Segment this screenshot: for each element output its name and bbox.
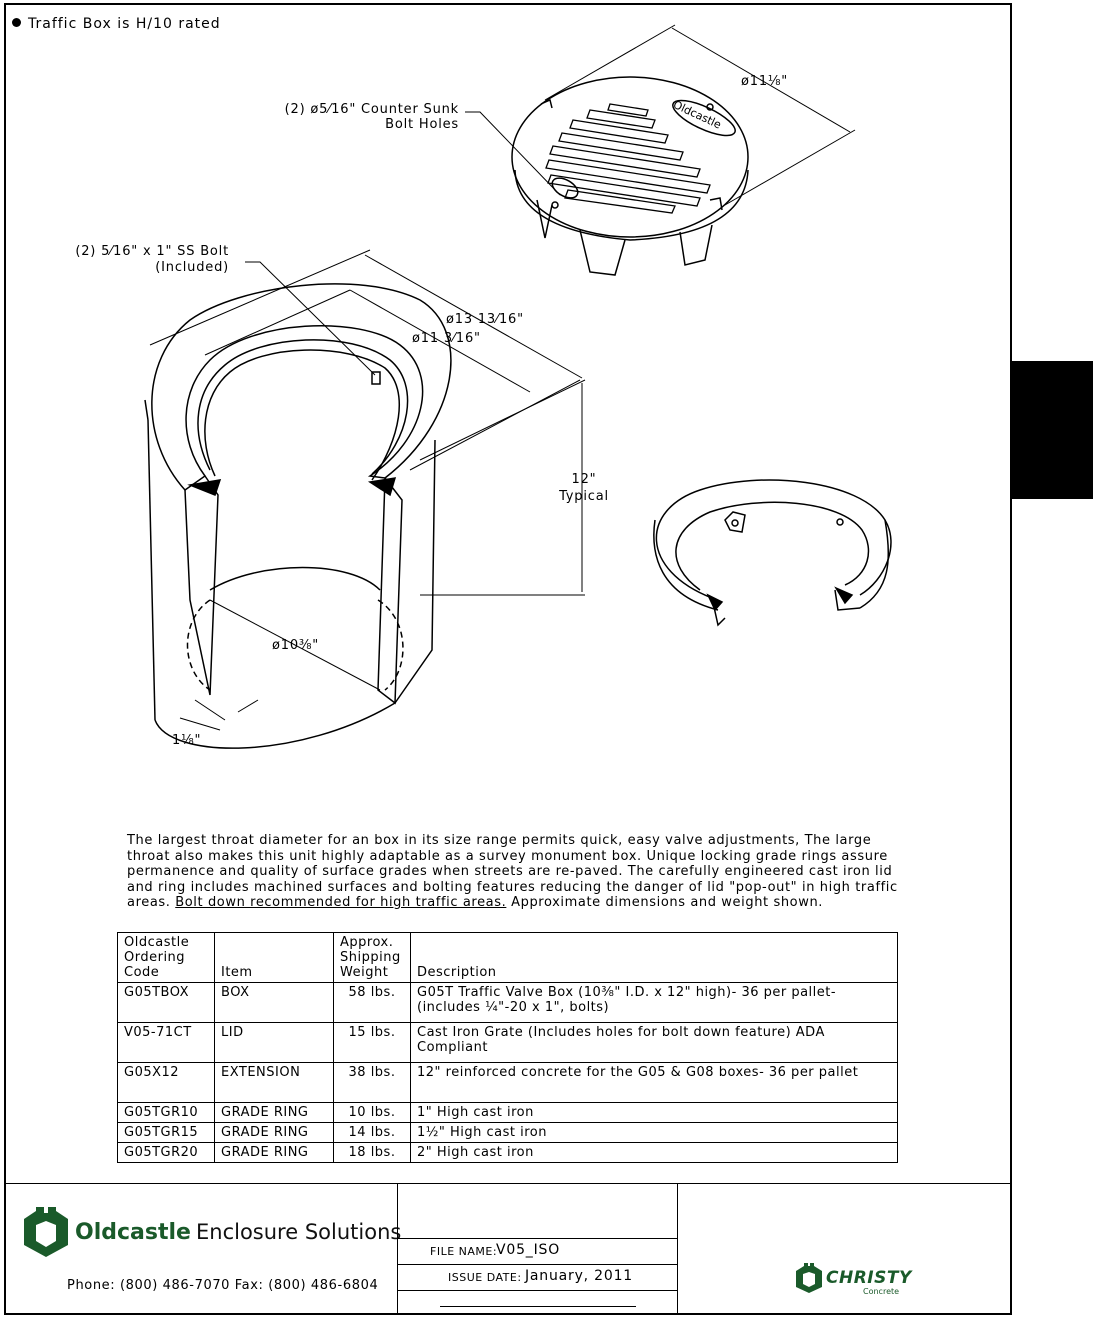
row-weight: 58 lbs.: [334, 983, 411, 1023]
file-info-divider: [398, 1290, 677, 1291]
row-code: G05TGR15: [118, 1123, 215, 1143]
row-description: G05T Traffic Valve Box (10⅜" I.D. x 12" high)- 36 per pallet- (includes ¼"-20 x 1", bolts): [411, 983, 898, 1023]
height-typical-label: Typical: [559, 489, 609, 504]
table-row: [118, 983, 898, 1023]
bolt-holes-label-2: Bolt Holes: [385, 117, 459, 132]
header-item: Item: [215, 933, 334, 983]
row-code: G05TBOX: [118, 983, 215, 1023]
lid-diameter-label: ø11⅛": [741, 74, 789, 89]
table-header-row: [118, 933, 898, 983]
table-row: [118, 1123, 898, 1143]
row-weight: 10 lbs.: [334, 1103, 411, 1123]
christy-brand: CHRISTY: [826, 1268, 912, 1288]
row-item: GRADE RING: [215, 1143, 334, 1163]
row-code: G05TGR10: [118, 1103, 215, 1123]
file-name-value: V05_ISO: [496, 1242, 561, 1258]
phone-fax: Phone: (800) 486-7070 Fax: (800) 486-6804: [67, 1278, 379, 1293]
row-description: 1½" High cast iron: [411, 1123, 898, 1143]
table-row: [118, 1063, 898, 1103]
row-weight: 38 lbs.: [334, 1063, 411, 1103]
header-code: Oldcastle Ordering Code: [118, 933, 215, 983]
row-weight: 14 lbs.: [334, 1123, 411, 1143]
file-info-block: [397, 1184, 678, 1314]
wall-thickness-label: 1⅛": [172, 733, 202, 748]
christy-logo-icon: [794, 1263, 824, 1293]
product-description: [127, 833, 917, 911]
description-tail: Approximate dimensions and weight shown.: [511, 895, 824, 910]
bottom-diameter-label: ø10⅜": [272, 638, 320, 653]
file-info-divider: [398, 1238, 677, 1239]
table-row: [118, 1103, 898, 1123]
row-item: EXTENSION: [215, 1063, 334, 1103]
issue-date-label: ISSUE DATE:: [448, 1271, 522, 1284]
row-code: V05-71CT: [118, 1023, 215, 1063]
table-row: [118, 1143, 898, 1163]
row-code: G05TGR20: [118, 1143, 215, 1163]
table-row: [118, 1023, 898, 1063]
lid-brand-text: Oldcastle: [671, 98, 724, 132]
file-name-label: FILE NAME:: [430, 1245, 498, 1258]
inner-top-diameter-label: ø11 3⁄16": [412, 331, 481, 346]
header-description: Description: [411, 933, 898, 983]
outer-diameter-label: ø13 13⁄16": [446, 312, 524, 327]
signature-line: [440, 1306, 636, 1307]
company-name-rest: Enclosure Solutions: [196, 1220, 402, 1244]
row-item: GRADE RING: [215, 1123, 334, 1143]
ss-bolt-label-1: (2) 5⁄16" x 1" SS Bolt: [75, 244, 229, 259]
oldcastle-logo-icon: [22, 1207, 70, 1257]
row-item: LID: [215, 1023, 334, 1063]
valve-box-drawing: [145, 284, 451, 748]
row-code: G05X12: [118, 1063, 215, 1103]
company-name-bold: Oldcastle: [75, 1220, 191, 1245]
header-weight: Approx. Shipping Weight: [334, 933, 411, 983]
rating-note-text: Traffic Box is H/10 rated: [28, 16, 221, 32]
issue-date-value: January, 2011: [525, 1268, 634, 1284]
height-value-label: 12": [571, 472, 597, 487]
bolt-down-note: Bolt down recommended for high traffic areas.: [175, 895, 507, 910]
row-weight: 18 lbs.: [334, 1143, 411, 1163]
ss-bolt-label-2: (Included): [155, 260, 229, 275]
row-description: 1" High cast iron: [411, 1103, 898, 1123]
row-description: 12" reinforced concrete for the G05 & G08 boxes- 36 per pallet: [411, 1063, 898, 1103]
ordering-table: [117, 932, 898, 1163]
row-item: GRADE RING: [215, 1103, 334, 1123]
christy-sub: Concrete: [863, 1287, 900, 1296]
row-item: BOX: [215, 983, 334, 1023]
lid-grate-drawing: [512, 77, 748, 275]
row-description: Cast Iron Grate (Includes holes for bolt down feature) ADA Compliant: [411, 1023, 898, 1063]
file-info-divider: [398, 1264, 677, 1265]
row-weight: 15 lbs.: [334, 1023, 411, 1063]
bolt-holes-label-1: (2) ø5⁄16" Counter Sunk: [284, 102, 459, 117]
description-text: The largest throat diameter for an box in its size range permits quick, easy valve adjustments, The large throat also makes this unit highly adaptable as a survey monument box. Unique locking grade rings assure permanence and quality of surface grades when streets are re-paved. The carefully engineered cast iron lid and ring includes machined surfaces and bolting features reducing the danger of lid "pop-out" in high traffic areas.: [127, 833, 898, 910]
grade-ring-drawing: [654, 480, 891, 625]
row-description: 2" High cast iron: [411, 1143, 898, 1163]
lid-dimension: [465, 25, 855, 205]
